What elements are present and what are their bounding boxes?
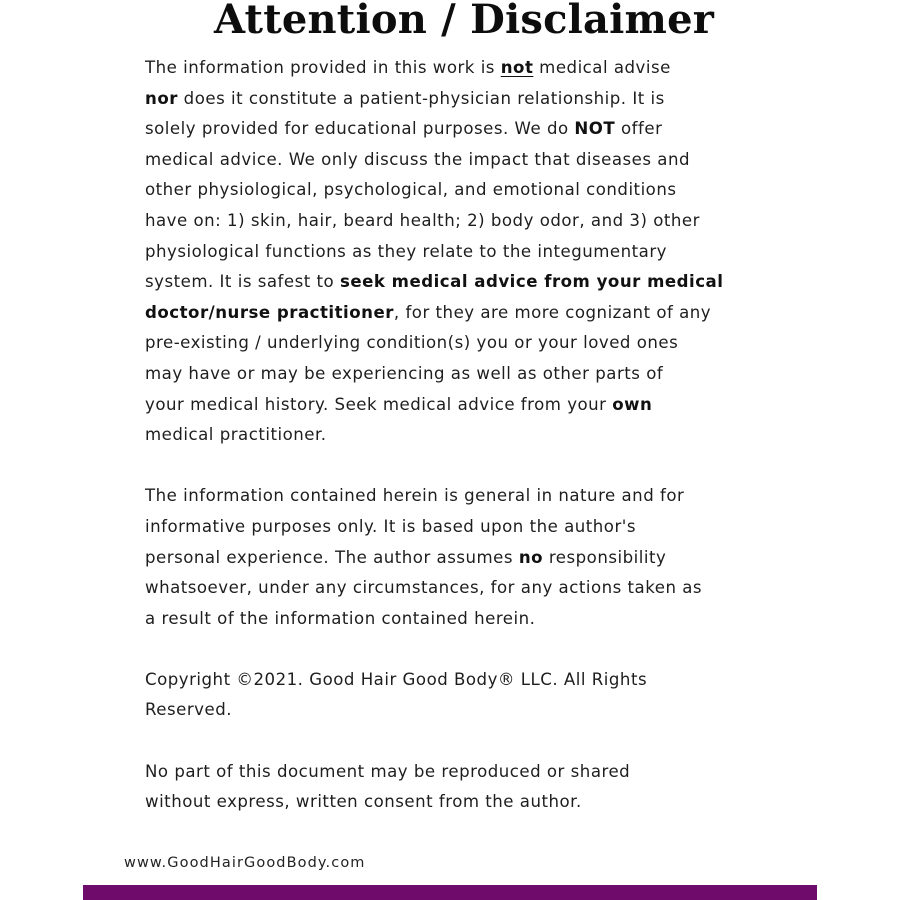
page-title: Attention / Disclaimer — [213, 0, 715, 43]
emphasis-own: own — [612, 394, 653, 414]
text-segment: , for they are more cognizant of any — [393, 302, 712, 322]
emphasis-nor: nor — [145, 88, 178, 108]
text-line — [145, 84, 765, 115]
text-line: The information contained herein is general in nature and for — [145, 486, 685, 506]
text-segment: system. It is safest to — [145, 272, 340, 292]
footer-accent-bar — [83, 885, 817, 900]
text-line — [145, 298, 765, 329]
disclaimer-body — [145, 53, 765, 818]
text-line: Reserved. — [145, 700, 233, 720]
general-information-paragraph — [145, 481, 765, 634]
text-line: a result of the information contained herein. — [145, 608, 536, 628]
text-line: medical practitioner. — [145, 425, 327, 445]
text-line: whatsoever, under any circumstances, for any actions taken as — [145, 578, 703, 598]
text-line — [145, 543, 765, 574]
copyright-paragraph — [145, 665, 765, 726]
text-line: physiological functions as they relate to the integumentary — [145, 241, 667, 261]
emphasis-not-caps: NOT — [574, 119, 616, 139]
text-segment: responsibility — [543, 547, 667, 567]
text-segment: your medical history. Seek medical advice from your — [145, 394, 613, 414]
text-line: Copyright ©2021. Good Hair Good Body® LLC. All Rights — [145, 669, 648, 689]
medical-disclaimer-paragraph — [145, 53, 765, 451]
text-line: may have or may be experiencing as well as other parts of — [145, 363, 664, 383]
emphasis-no: no — [518, 547, 544, 567]
reproduction-notice-paragraph — [145, 757, 765, 818]
text-line: other physiological, psychological, and emotional conditions — [145, 180, 677, 200]
text-segment: does it constitute a patient-physician relationship. It is — [177, 88, 665, 108]
text-line — [145, 267, 765, 298]
emphasis-seek-advice: seek medical advice from your medical — [339, 272, 724, 292]
text-line — [145, 53, 765, 84]
text-line: have on: 1) skin, hair, beard health; 2) body odor, and 3) other — [145, 210, 700, 230]
text-line — [145, 390, 765, 421]
text-segment: The information provided in this work is — [145, 58, 501, 77]
text-line: informative purposes only. It is based upon the author's — [145, 516, 636, 536]
text-segment: solely provided for educational purposes. We do — [145, 119, 575, 139]
text-segment: medical advise — [533, 58, 671, 77]
website-url: www.GoodHairGoodBody.com — [124, 855, 366, 871]
emphasis-not: not — [500, 58, 534, 77]
text-line: No part of this document may be reproduced or shared — [145, 761, 631, 781]
text-segment: personal experience. The author assumes — [145, 547, 519, 567]
text-line — [145, 114, 765, 145]
emphasis-practitioner: doctor/nurse practitioner — [145, 302, 394, 322]
text-line: without express, written consent from the author. — [145, 792, 582, 812]
text-segment: offer — [615, 119, 663, 139]
text-line: medical advice. We only discuss the impact that diseases and — [145, 149, 691, 169]
text-line: pre-existing / underlying condition(s) you or your loved ones — [145, 333, 679, 353]
